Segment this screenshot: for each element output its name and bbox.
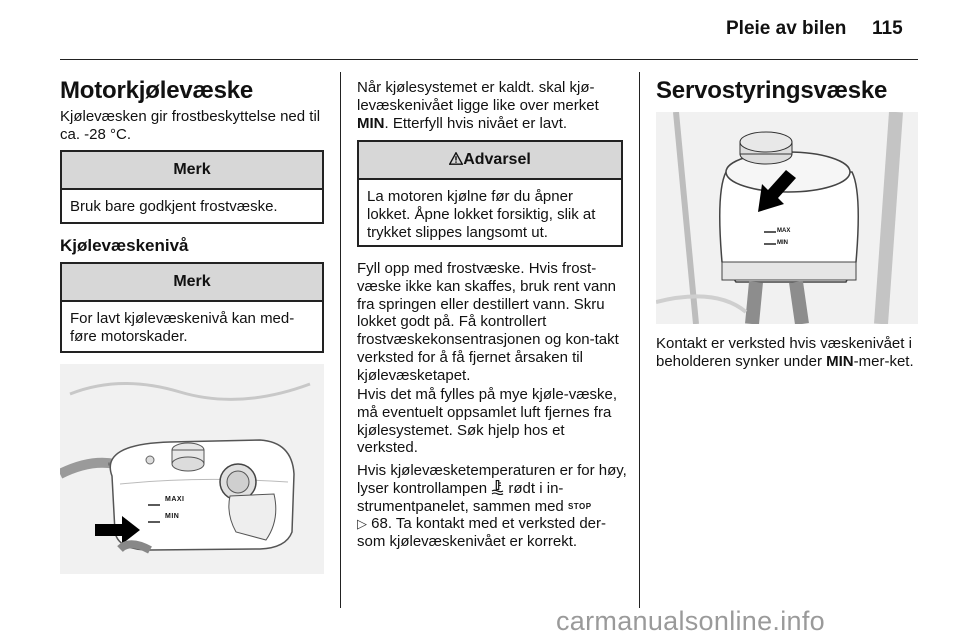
note-box-2-body: For lavt kjølevæskenivå kan med-føre motorskader.	[70, 310, 295, 345]
power-steering-paragraph	[656, 335, 922, 371]
temperature-warning-text: Hvis kjølevæsketemperaturen er for høy, lyser kontrollampen	[357, 462, 627, 497]
power-steering-text: Kontakt er verksted hvis væskenivået i beholderen synker under	[656, 335, 912, 370]
section-heading-coolant: Motorkjølevæske	[60, 77, 254, 104]
power-steering-reservoir-drawing	[656, 112, 918, 324]
refill-paragraph: Fyll opp med frostvæske. Hvis frost-væske ikke kan skaffes, bruk rent vann fra springen eller destillert vann. Skru lokket godt på. Få kontrollert frostvæskekonsentrasjonen og kon-takt verksted for å få fjernet årsaken til kjølevæsketapet.	[357, 260, 619, 384]
coolant-level-intro-text: Når kjølesystemet er kaldt. skal kjø-levæskenivået ligge like over merket	[357, 79, 599, 114]
coolant-reservoir-illustration	[60, 364, 324, 574]
warning-box-body: La motoren kjølne før du åpner lokket. Åpne lokket forsiktig, slik at trykket slippes langsomt ut.	[367, 188, 596, 241]
running-header-title: Pleie av bilen	[726, 18, 847, 39]
min-mark-label: MIN	[357, 114, 385, 132]
watermark: carmanualsonline.info	[556, 606, 825, 636]
warning-box	[357, 140, 623, 247]
note-box-1	[60, 150, 324, 224]
figure-label-max: MAX	[777, 228, 791, 234]
stop-indicator-symbol: STOP	[567, 501, 592, 511]
subheading-coolant-level: Kjølevæskenivå	[60, 236, 189, 255]
coolant-level-intro	[357, 79, 627, 132]
page-number: 115	[872, 18, 903, 39]
note-box-1-body: Bruk bare godkjent frostvæske.	[70, 198, 278, 215]
page-reference-icon: ▷	[357, 516, 367, 532]
air-removal-paragraph: Hvis det må fylles på mye kjøle-væske, må eventuelt oppsamlet luft fjernes fra kjølesystemet. Søk hjelp hos et verksted.	[357, 386, 618, 457]
coolant-reservoir-drawing	[60, 364, 324, 574]
warning-triangle-icon	[449, 152, 463, 165]
figure-label-min-steering: MIN	[777, 240, 788, 246]
column-divider-2	[639, 72, 640, 608]
warning-box-title-row	[359, 142, 621, 180]
column-divider-1	[340, 72, 341, 608]
note-box-2-title: Merk	[62, 264, 322, 302]
temperature-warning-text-2: rødt i in-strumentpanelet, sammen med	[357, 479, 568, 515]
page-reference-number: 68	[371, 515, 388, 533]
min-mark-label-steering: MIN	[826, 352, 854, 370]
figure-label-min: MIN	[165, 513, 180, 520]
figure-label-maxi: MAXI	[165, 496, 185, 503]
section-heading-power-steering: Servostyringsvæske	[656, 77, 888, 104]
temperature-warning-text-3: . Ta kontakt med et verksted der-som kjølevæskenivået er korrekt.	[357, 515, 607, 551]
note-box-2	[60, 262, 324, 353]
coolant-temperature-warning-icon	[491, 480, 504, 495]
temperature-warning-paragraph	[357, 462, 627, 551]
coolant-intro: Kjølevæsken gir frostbeskyttelse ned til ca. -28 °C.	[60, 108, 321, 143]
power-steering-reservoir-illustration	[656, 112, 918, 324]
coolant-level-intro-tail: . Etterfyll hvis nivået er lavt.	[384, 114, 568, 132]
power-steering-text-tail: -mer-ket.	[853, 352, 914, 370]
header-rule	[60, 59, 918, 60]
note-box-1-title: Merk	[62, 152, 322, 190]
warning-box-title: Advarsel	[463, 151, 531, 168]
